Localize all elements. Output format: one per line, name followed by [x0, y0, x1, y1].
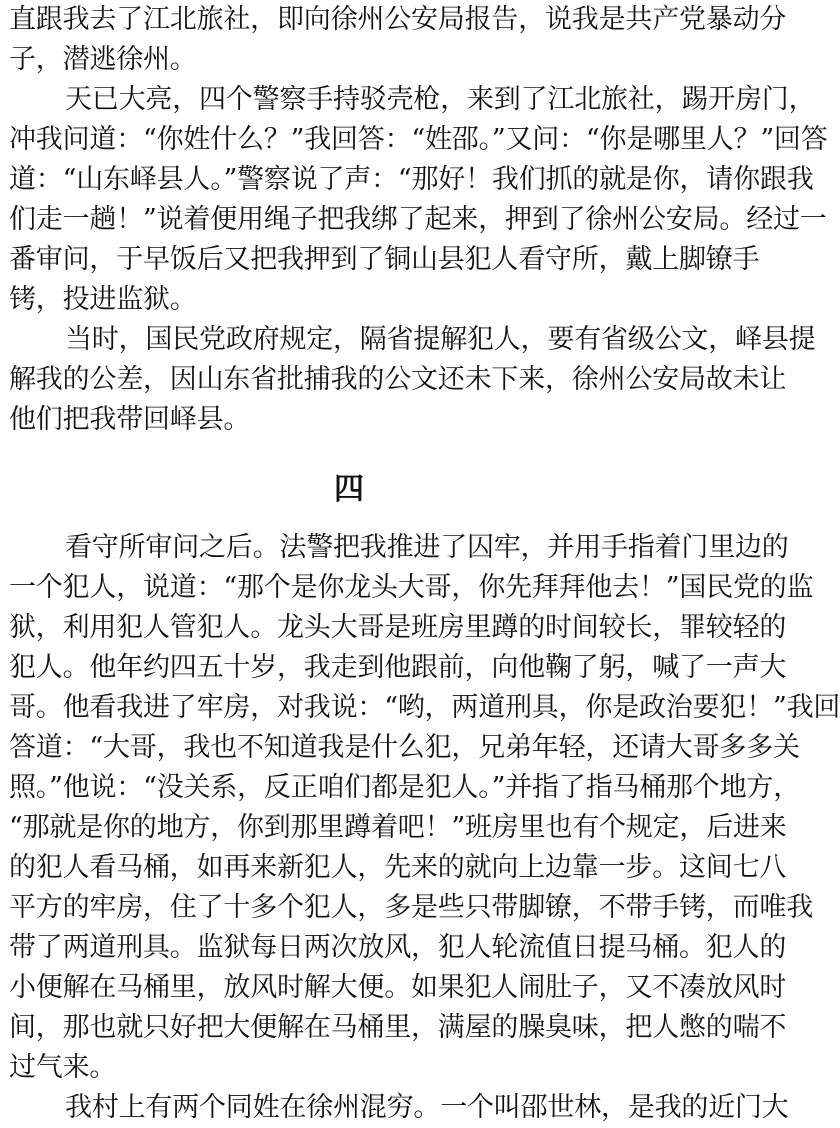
paragraph-arrest — [9, 80, 828, 320]
text-line: 过气来。 — [9, 1052, 117, 1083]
text-line: 平方的牢房，住了十多个犯人，多是些只带脚镣，不带手铐，而唯我 — [9, 892, 813, 923]
paragraph-regulation — [9, 320, 816, 440]
paragraph-village — [9, 1088, 789, 1128]
text-line: 番审问，于早饭后又把我押到了铜山县犯人看守所，戴上脚镣手 — [9, 244, 760, 275]
text-line: 我村上有两个同姓在徐州混穷。一个叫邵世林，是我的近门大 — [65, 1092, 789, 1123]
text-line: 铐，投进监狱。 — [9, 284, 197, 315]
text-line: 冲我问道：“你姓什么？”我回答：“姓邵。”又问：“你是哪里人？”回答 — [9, 124, 828, 155]
text-line: 哥。他看我进了牢房，对我说：“哟，两道刑具，你是政治要犯！”我回 — [9, 692, 840, 723]
text-line: 照。”他说：“没关系，反正咱们都是犯人。”并指了指马桶那个地方， — [9, 772, 801, 803]
text-line: 看守所审问之后。法警把我推进了囚牢，并用手指着门里边的 — [65, 532, 789, 563]
text-line: “那就是你的地方，你到那里蹲着吧！”班房里也有个规定，后进来 — [9, 812, 787, 843]
text-line: 带了两道刑具。监狱每日两次放风，犯人轮流值日提马桶。犯人的 — [9, 932, 787, 963]
text-line: 的犯人看马桶，如再来新犯人，先来的就向上边靠一步。这间七八 — [9, 852, 787, 883]
paragraph-continued — [9, 0, 787, 80]
text-line: 他们把我带回峄县。 — [9, 404, 251, 435]
text-line: 子，潜逃徐州。 — [9, 44, 197, 75]
section-gap — [9, 440, 689, 458]
text-line: 答道：“大哥，我也不知道我是什么犯，兄弟年轻，还请大哥多多关 — [9, 732, 800, 763]
text-line: 道：“山东峄县人。”警察说了声：“那好！我们抓的就是你，请你跟我 — [9, 164, 814, 195]
section-heading: 四 — [334, 472, 364, 507]
text-line: 一个犯人，说道：“那个是你龙头大哥，你先拜拜他去！”国民党的监 — [9, 572, 814, 603]
text-line: 直跟我去了江北旅社，即向徐州公安局报告，说我是共产党暴动分 — [9, 4, 787, 35]
text-line: 当时，国民党政府规定，隔省提解犯人，要有省级公文，峄县提 — [65, 324, 816, 355]
text-line: 间，那也就只好把大便解在马桶里，满屋的臊臭味，把人憋的喘不 — [9, 1012, 787, 1043]
text-line: 犯人。他年约四五十岁，我走到他跟前，向他鞠了躬，喊了一声大 — [9, 652, 787, 683]
text-line: 狱，利用犯人管犯人。龙头大哥是班房里蹲的时间较长，罪较轻的 — [9, 612, 787, 643]
paragraph-prison — [9, 528, 840, 1088]
text-line: 解我的公差，因山东省批捕我的公文还未下来，徐州公安局故未让 — [9, 364, 787, 395]
text-line: 小便解在马桶里，放风时解大便。如果犯人闹肚子，又不凑放风时 — [9, 972, 787, 1003]
text-line: 天已大亮，四个警察手持驳壳枪，来到了江北旅社，踢开房门， — [65, 84, 816, 115]
text-line: 们走一趟！”说着便用绳子把我绑了起来，押到了徐州公安局。经过一 — [9, 204, 827, 235]
